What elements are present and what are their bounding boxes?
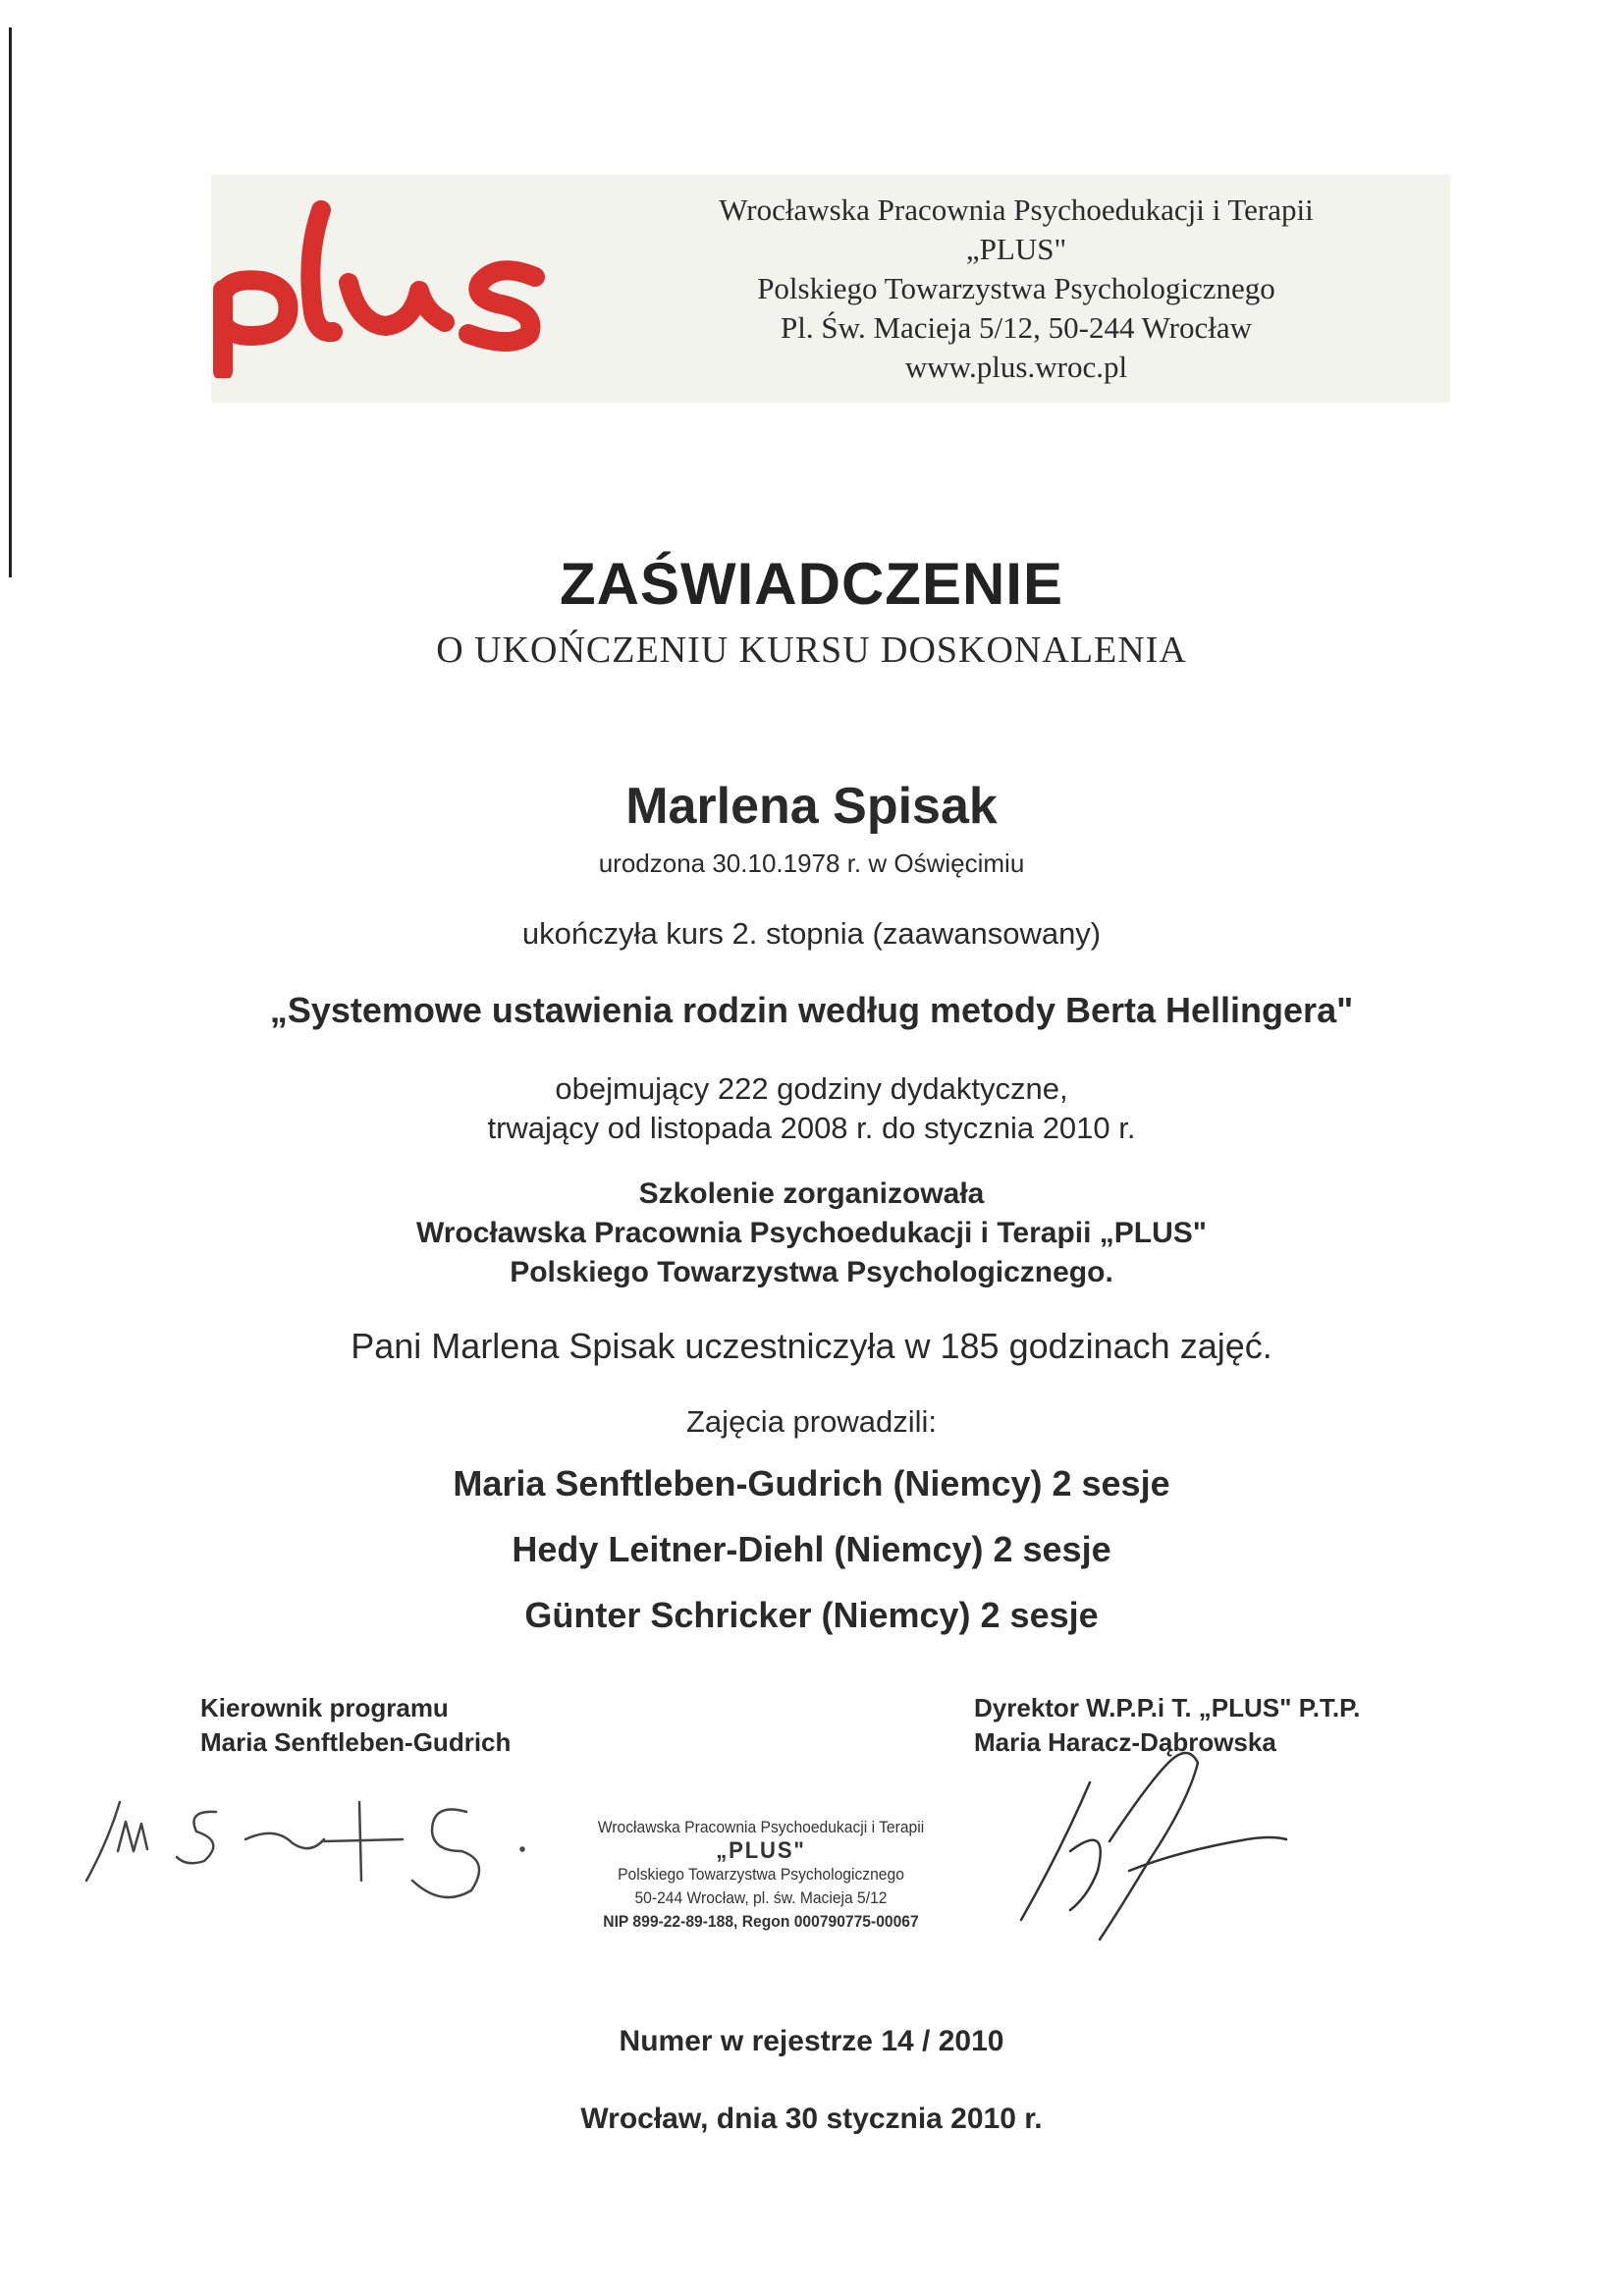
stamp-title: „PLUS" — [716, 1837, 806, 1864]
right-signature — [1001, 1723, 1296, 1949]
left-signature — [79, 1782, 530, 1910]
organizer-name: Wrocławska Pracownia Psychoedukacji i Terapii „PLUS" — [415, 1217, 1208, 1249]
program-director-role: Kierownik programu — [200, 1693, 449, 1722]
recipient-name: Marlena Spisak — [625, 778, 998, 835]
scan-edge-line — [9, 27, 12, 577]
leader-item: Hedy Leitner-Diehl (Niemcy) 2 sesje — [512, 1529, 1111, 1569]
plus-logo — [211, 196, 574, 378]
program-director-block — [200, 1691, 511, 1760]
participation-statement: Pani Marlena Spisak uczestniczyła w 185 godzinach zajęć. — [351, 1326, 1272, 1366]
program-director-name: Maria Senftleben-Gudrich — [200, 1727, 512, 1757]
course-duration-line: trwający od listopada 2008 r. do stycznia 2010 r. — [487, 1111, 1136, 1145]
leaders-heading: Zajęcia prowadzili: — [686, 1404, 937, 1439]
organizer-block — [0, 1175, 1623, 1292]
birth-info: urodzona 30.10.1978 r. w Oświęcimiu — [598, 848, 1025, 878]
letterhead-text — [589, 191, 1443, 387]
director-role: Dyrektor W.P.P.i T. „PLUS" P.T.P. — [974, 1693, 1361, 1722]
organization-stamp — [567, 1816, 955, 1934]
certificate-subtitle: O UKOŃCZENIU KURSU DOSKONALENIA — [436, 629, 1187, 671]
course-hours-line: obejmujący 222 godziny dydaktyczne, — [555, 1071, 1068, 1106]
stamp-line: NIP 899-22-89-188, Regon 000790775-00067 — [603, 1912, 919, 1931]
completion-statement: ukończyła kurs 2. stopnia (zaawansowany) — [521, 916, 1102, 951]
letterhead-line: „PLUS" — [965, 232, 1067, 266]
letterhead-line: Polskiego Towarzystwa Psychologicznego — [757, 271, 1275, 305]
letterhead-line: Pl. Św. Macieja 5/12, 50-244 Wrocław — [780, 310, 1253, 345]
director-name: Maria Haracz-Dąbrowska — [974, 1727, 1276, 1757]
course-title: „Systemowe ustawienia rodzin według metody Berta Hellingera" — [269, 990, 1354, 1030]
registry-number: Numer w rejestrze 14 / 2010 — [619, 2025, 1004, 2057]
stamp-line: 50-244 Wrocław, pl. św. Macieja 5/12 — [634, 1888, 888, 1907]
stamp-line: Polskiego Towarzystwa Psychologicznego — [618, 1865, 904, 1884]
letterhead-line: www.plus.wroc.pl — [904, 350, 1128, 384]
leader-item: Maria Senftleben-Gudrich (Niemcy) 2 sesje — [453, 1463, 1170, 1503]
organizer-society: Polskiego Towarzystwa Psychologicznego. — [510, 1256, 1113, 1288]
certificate-title: ZAŚWIADCZENIE — [560, 551, 1063, 617]
stamp-line: Wrocławska Pracownia Psychoedukacji i Terapii — [597, 1818, 925, 1836]
leader-item: Günter Schricker (Niemcy) 2 sesje — [524, 1595, 1099, 1635]
course-hours — [0, 1069, 1623, 1148]
organizer-heading: Szkolenie zorganizowała — [638, 1177, 985, 1210]
issue-place-date: Wrocław, dnia 30 stycznia 2010 r. — [580, 2103, 1043, 2135]
letterhead-line: Wrocławska Pracownia Psychoedukacji i Terapii — [719, 192, 1314, 227]
